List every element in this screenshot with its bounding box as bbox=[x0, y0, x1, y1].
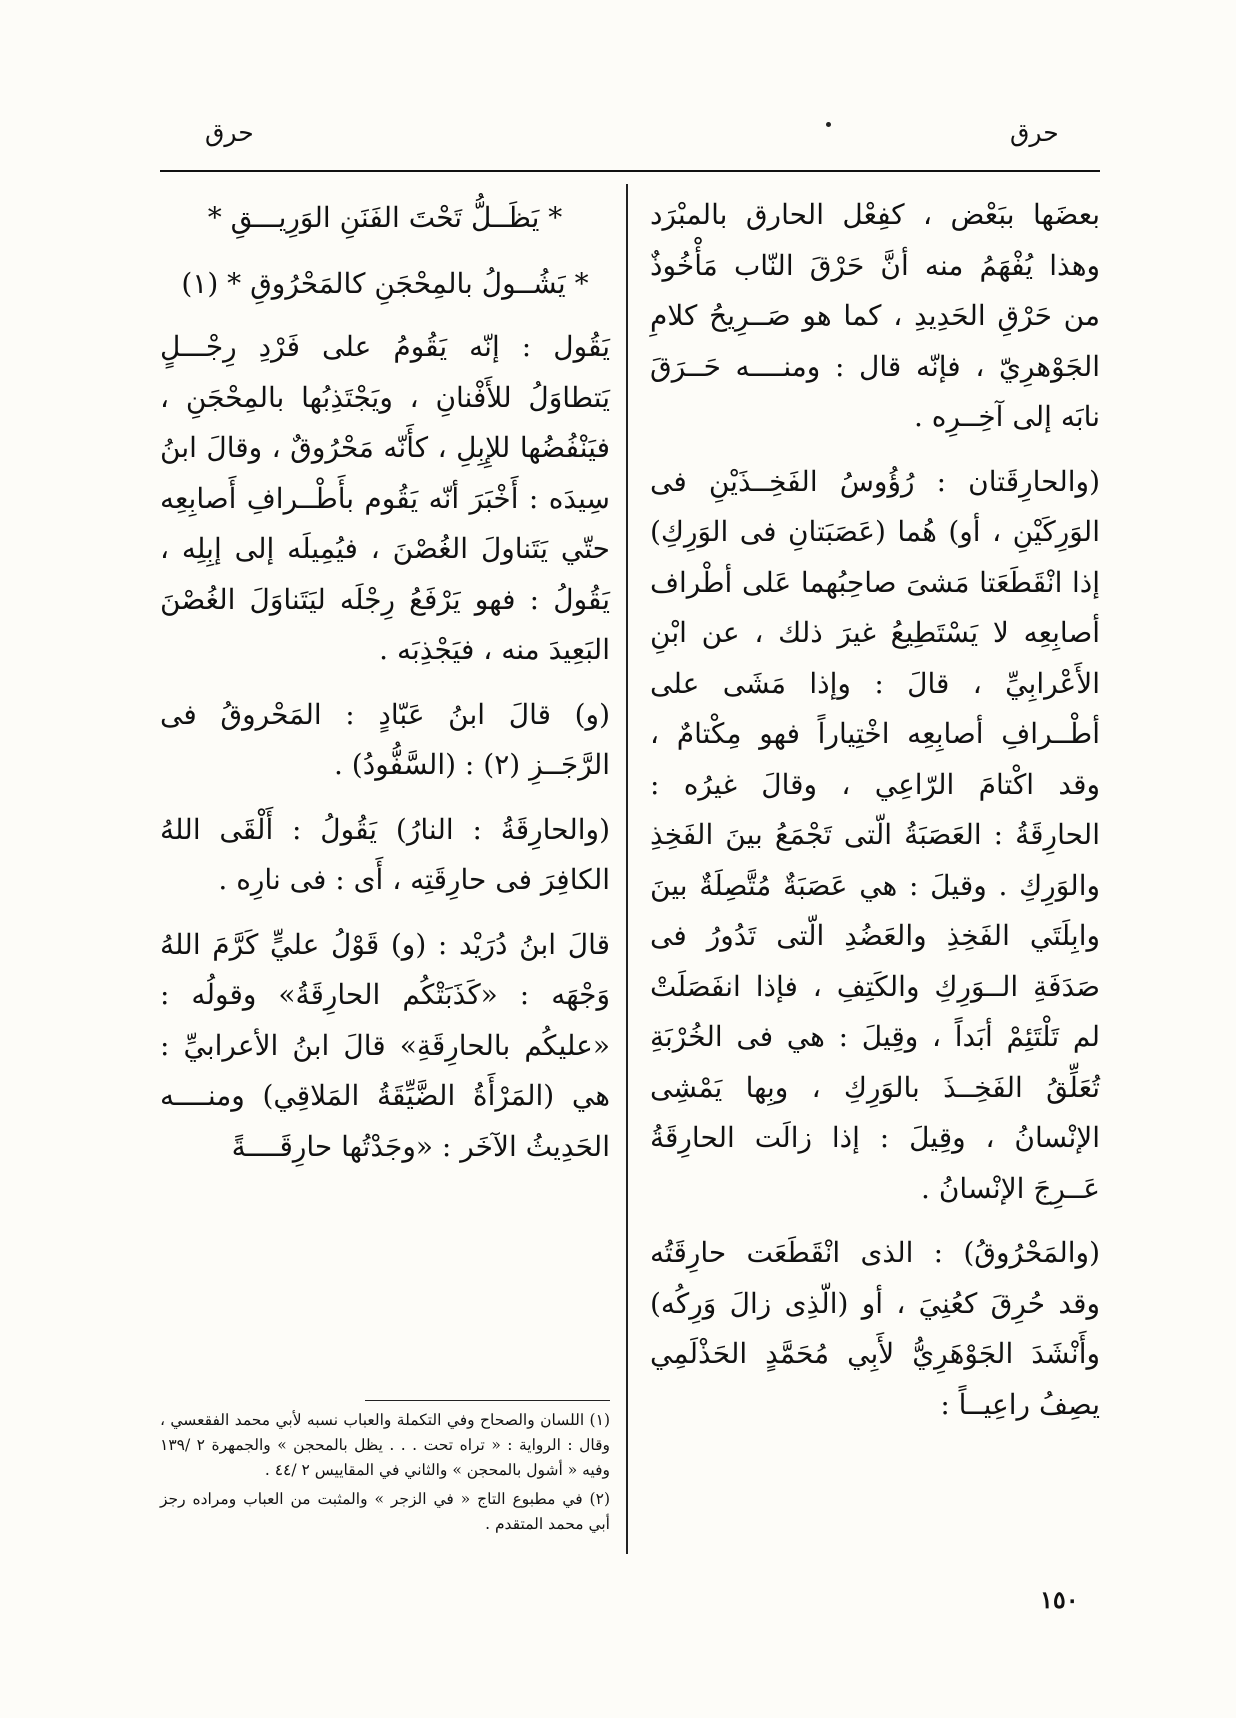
page-number: ١٥٠ bbox=[1040, 1585, 1079, 1614]
footnotes bbox=[160, 1408, 610, 1541]
footnote: (١) اللسان والصحاح وفي التكملة والعباب نسبه لأبي محمد الفقعسي ، وقال : الرواية : « تراه تحت . . . يظل بالمحجن » والجمهرة ٢ /١٣٩ وفيه « أشول بالمحجن » والثاني في المقاييس ٢ /٤٤ . bbox=[160, 1411, 610, 1479]
column-divider bbox=[626, 184, 628, 1554]
paragraph: (و) قالَ ابنُ عَبّادٍ : المَحْروقُ فى الرَّجَــزِ (٢) : (السَّفُّودُ) . bbox=[160, 697, 610, 781]
verse-line: * يَشُــولُ بالمِحْجَنِ كالمَحْرُوقِ * (١) bbox=[181, 267, 589, 300]
paragraph: بعضَها ببَعْض ، كفِعْل الحارق بالمبْرَد وهذا يُفْهَمُ منه أنَّ حَرْقَ النّاب مَأْخُوذٌ من حَرْقِ الحَدِيدِ ، كما هو صَــرِيحُ كلامِ الجَوْهرِيّ ، فإنّه قال : ومنــــه حَــرَقَ نابَه إلى آخِــرِه . bbox=[650, 198, 1100, 433]
paragraph: قالَ ابنُ دُرَيْد : (و) قَوْلُ عليٍّ كَرَّمَ اللهُ وَجْهَه : «كَذَبَتْكُم الحارِقَةُ» وقولُه : «عليكُم بالحارِقَةِ» قالَ ابنُ الأعرابيِّ : هي (المَرْأَةُ الضَّيِّقَةُ المَلاقِي) ومنــــه الحَدِيثُ الآخَر : «وجَدْتُها حارِقَــــةً bbox=[160, 927, 610, 1163]
paragraph: (والحارِقَتان : رُؤُوسُ الفَخِــذَيْنِ فى الوَرِكَيْنِ ، أو) هُما (عَصَبَتانِ فى الوَرِكِ) إذا انْقَطَعَتا مَشىَ صاحِبُهما عَلى أطْراف أصابِعِه لا يَسْتَطِيعُ غيرَ ذلك ، عن ابْنِ الأَعْرابِيِّ ، قالَ : وإذا مَشَى على أطْــرافِ أصابِعِه اخْتِياراً فهو مِكْتامٌ ، وقد اكْتامَ الرّاعِي ، وقالَ غيرُه : الحارِقَةُ : العَصَبَةُ الّتى تَجْمَعُ بينَ الفَخِذِ والوَرِكِ . وقيلَ : هي عَصَبَةٌ مُتَّصِلَةٌ بينَ وابِلَتَي الفَخِذِ والعَضُدِ الّتى تَدُورُ فى صَدَفَةِ الــوَرِكِ والكَتِفِ ، فإذا انفَصَلَتْ لم تَلْتَئِمْ أبَداً ، وقِيلَ : هي فى الخُرْبَةِ تُعَلِّقُ الفَخِــذَ بالوَرِكِ ، وبِها يَمْشِى الإنْسانُ ، وقِيلَ : إذا زالَت الحارِقَةُ عَــرِجَ الإنْسانُ . bbox=[650, 464, 1100, 1205]
verse-line: * يَظَــلُّ تَحْتَ الفَنَنِ الوَرِيـــقِ * bbox=[207, 201, 563, 234]
left-column bbox=[160, 190, 610, 1186]
footnote: (٢) في مطبوع التاج « في الزجر » والمثبت من العباب ومراده رجز أبي محمد المتقدم . bbox=[160, 1490, 610, 1533]
paragraph: (والمَحْرُوقُ) : الذى انْقَطَعَت حارِقَتُه وقد حُرِقَ كعُنِيَ ، أو (الّذِى زالَ وَرِكُه) وأَنْشَدَ الجَوْهَرِيُّ لأَبِي مُحَمَّدٍ الحَذْلَمِي يصِفُ راعِيــاً : bbox=[650, 1236, 1100, 1421]
paragraph: يَقُول : إنّه يَقُومُ على فَرْدِ رِجْـــلٍ يَتطاوَلُ للأَفْنانِ ، ويَجْتَذِبُها بالمِحْجَنِ ، فيَنْفُضُها للإِبِلِ ، كأَنّه مَحْرُوقٌ ، وقالَ ابنُ سِيدَه : أَخْبَرَ أنّه يَقُوم بأَطْــرافِ أَصابِعِه حتّي يَتَناولَ الغُصْنَ ، فيُمِيلَه إلى إبِلِه ، يَقُولُ : فهو يَرْفَعُ رِجْلَه ليَتَناوَلَ الغُصْنَ البَعِيدَ منه ، فيَجْذِبَه . bbox=[160, 330, 610, 666]
header-left-word: حرق bbox=[205, 118, 254, 147]
paragraph: (والحارِقَةُ : النارُ) يَقُولُ : أَلْقَى اللهُ الكافِرَ فى حارِقَتِه ، أَى : فى نارِه . bbox=[160, 812, 610, 896]
page-speck bbox=[826, 122, 831, 127]
header-right-word: حرق bbox=[1010, 118, 1059, 147]
right-column bbox=[650, 190, 1100, 1444]
footnote-rule bbox=[365, 1400, 610, 1401]
header-rule bbox=[160, 170, 1100, 172]
